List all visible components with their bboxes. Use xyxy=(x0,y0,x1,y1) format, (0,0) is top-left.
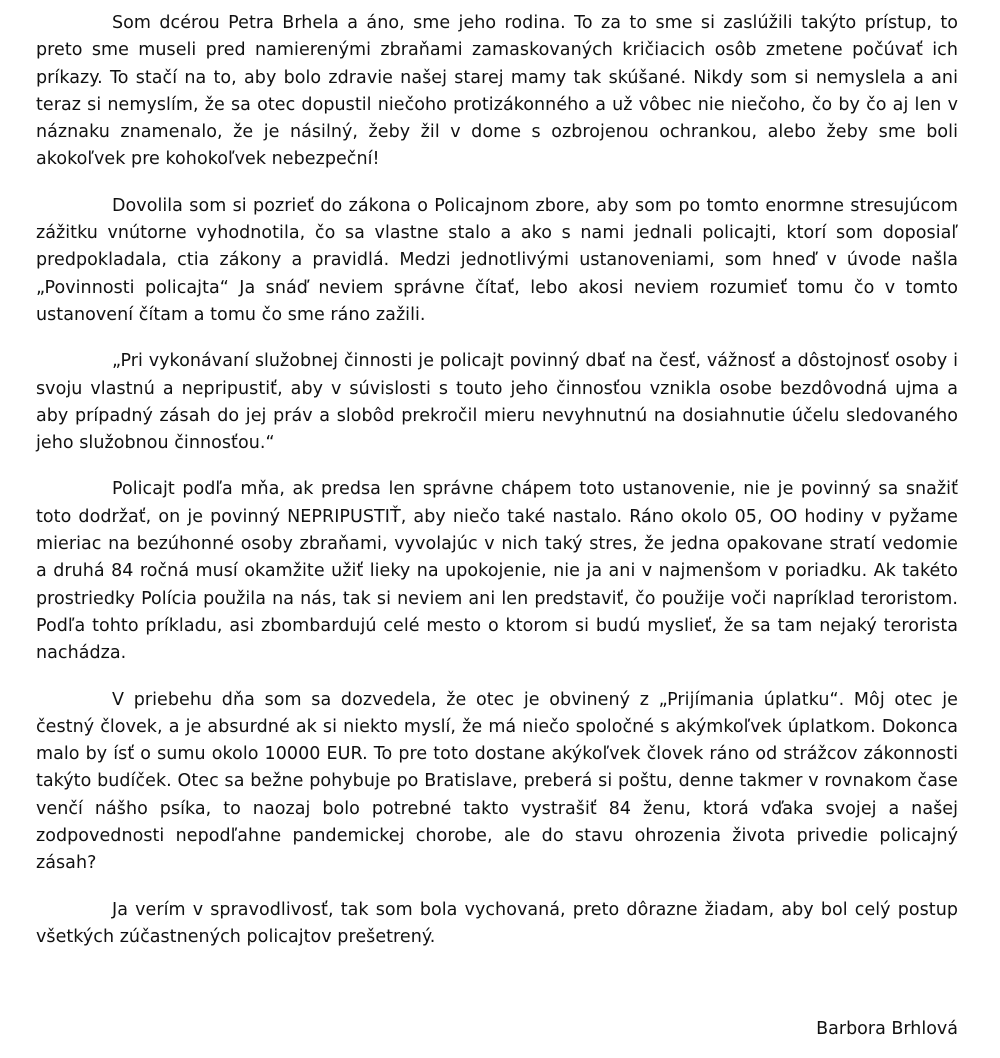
paragraph-2: Dovolila som si pozrieť do zákona o Policajnom zbore, aby som po tomto enormne stresujúcom zážitku vnútorne vyhodnotila, čo sa vlastne stalo a ako s nami jednali policajti, ktorí som doposiaľ predpokladala, ctia zákony a pravidlá. Medzi jednotlivými ustanoveniami, som hneď v úvode našla „Povinnosti policajta“ Ja snáď neviem správne čítať, lebo akosi neviem rozumieť tomu čo v tomto ustanovení čítam a tomu čo sme ráno zažili. xyxy=(36,195,958,325)
paragraph-5: V priebehu dňa som sa dozvedela, že otec je obvinený z „Prijímania úplatku“. Môj otec je čestný človek, a je absurdné ak si niekto myslí, že má niečo spoločné s akýmkoľvek úplatkom. Dokonca malo by ísť o sumu okolo 10000 EUR. To pre toto dostane akýkoľvek človek ráno od strážcov zákonnosti takýto budíček. Otec sa bežne pohybuje po Bratislave, preberá si poštu, denne takmer v rovnakom čase venčí nášho psíka, to naozaj bolo potrebné takto vystrašiť 84 ženu, ktorá vďaka svojej a našej zodpovednosti nepodľahne pandemickej chorobe, ale do stavu ohrozenia života privedie policajný zásah? xyxy=(36,689,958,874)
letter-body xyxy=(36,10,958,970)
paragraph-4: Policajt podľa mňa, ak predsa len správne chápem toto ustanovenie, nie je povinný sa snažiť toto dodržať, on je povinný NEPRIPUSTIŤ, aby niečo také nastalo. Ráno okolo 05, OO hodiny v pyžame mieriac na bezúhonné osoby zbraňami, vyvolajúc v nich taký stres, že jedna opakovane stratí vedomie a druhá 84 ročná musí okamžite užiť lieky na upokojenie, nie ja ani v najmenšom v poriadku. Ak takéto prostriedky Polícia použila na nás, tak si neviem ani len predstaviť, čo použije voči napríklad teroristom. Podľa tohto príkladu, asi zbombardujú celé mesto o ktorom si budú myslieť, že sa tam nejaký terorista nachádza. xyxy=(36,479,958,664)
paragraph-quote: „Pri vykonávaní služobnej činnosti je policajt povinný dbať na česť, vážnosť a dôstojnosť osoby i svoju vlastnú a nepripustiť, aby v súvislosti s touto jeho činnosťou vznikla osobe bezdôvodná ujma a aby prípadný zásah do jej práv a slobôd prekročil mieru nevyhnutnú na dosiahnutie účelu sledovaného jeho služobnou činnosťou.“ xyxy=(36,351,958,454)
paragraph-6: Ja verím v spravodlivosť, tak som bola vychovaná, preto dôrazne žiadam, aby bol celý postup všetkých zúčastnených policajtov prešetrený. xyxy=(36,899,958,947)
signature: Barbora Brhlová xyxy=(816,1019,958,1039)
paragraph-1: Som dcérou Petra Brhela a áno, sme jeho rodina. To za to sme si zaslúžili takýto prístup, to preto sme museli pred namierenými zbraňami zamaskovaných kričiacich osôb zmetene počúvať ich príkazy. To stačí na to, aby bolo zdravie našej starej mamy tak skúšané. Nikdy som si nemyslela a ani teraz si nemyslím, že sa otec dopustil niečoho protizákonného a už vôbec nie niečoho, čo by čo aj len v náznaku znamenalo, že je násilný, žeby žil v dome s ozbrojenou ochrankou, alebo žeby sme boli akokoľvek pre kohokoľvek nebezpeční! xyxy=(36,13,958,170)
